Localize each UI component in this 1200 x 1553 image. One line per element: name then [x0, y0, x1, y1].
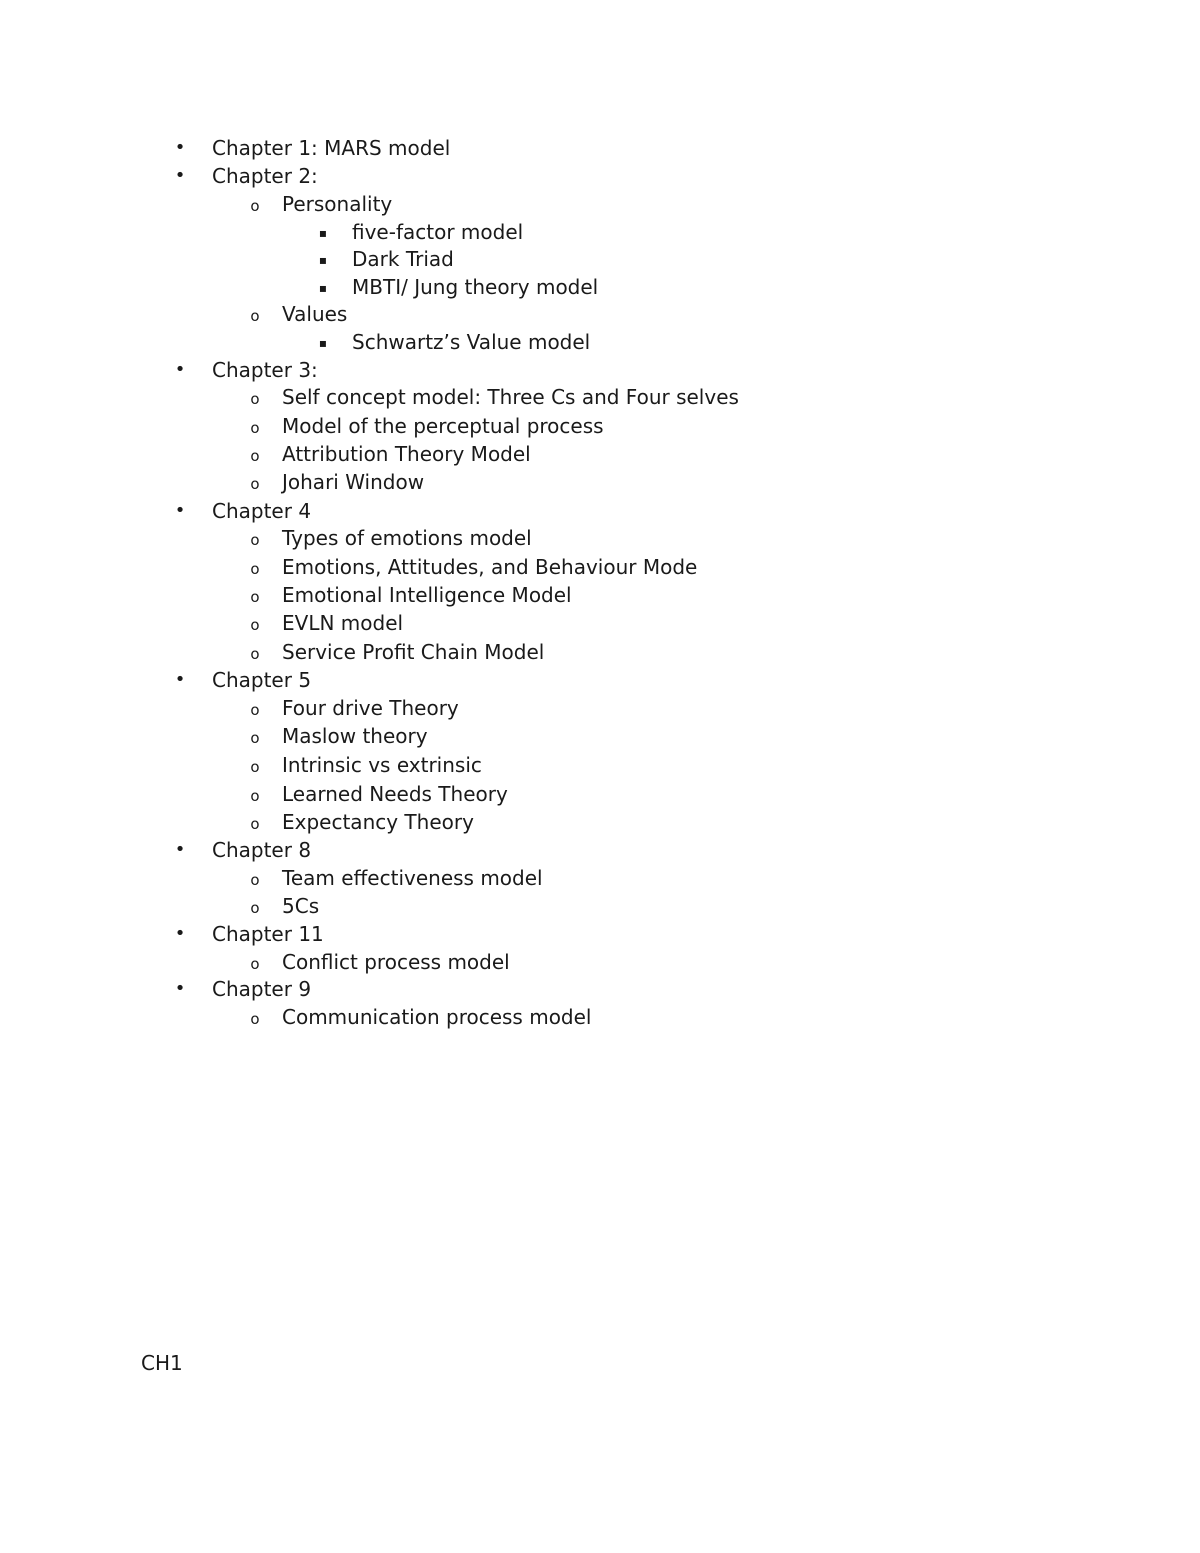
list-bullet: o: [250, 616, 260, 634]
list-item-text: Personality: [282, 191, 393, 216]
list-bullet: •: [174, 358, 186, 380]
list-item-text: MBTI/ Jung theory model: [352, 274, 599, 299]
list-bullet: ▪: [318, 280, 328, 295]
list-item-text: Chapter 5: [212, 668, 312, 693]
list-bullet: ▪: [318, 253, 328, 268]
list-item-text: Learned Needs Theory: [282, 781, 508, 806]
list-item-text: Values: [282, 302, 348, 326]
list-item-text: Team effectiveness model: [282, 865, 543, 890]
list-bullet: o: [250, 559, 260, 578]
list-item-text: Model of the perceptual process: [282, 413, 604, 438]
list-bullet: ▪: [318, 335, 328, 350]
list-bullet: o: [250, 786, 260, 805]
list-item-text: Communication process model: [282, 1004, 592, 1029]
list-item-text: Dark Triad: [352, 247, 454, 272]
list-bullet: o: [250, 446, 260, 465]
list-item-text: five-factor model: [352, 219, 524, 244]
list-item-text: Expectancy Theory: [282, 810, 474, 835]
list-bullet: o: [250, 954, 260, 973]
list-bullet: o: [250, 418, 260, 437]
list-bullet: •: [174, 164, 186, 186]
list-item-text: Emotions, Attitudes, and Behaviour Mode: [282, 554, 698, 579]
list-bullet: o: [250, 390, 260, 409]
list-bullet: •: [174, 978, 186, 1000]
list-bullet: o: [250, 307, 260, 325]
list-item-text: Chapter 9: [212, 977, 312, 1002]
list-item-text: Johari Window: [282, 469, 425, 494]
list-bullet: o: [250, 588, 260, 606]
list-item-text: Conflict process model: [282, 949, 510, 974]
list-item-text: Chapter 8: [212, 838, 312, 863]
list-bullet: •: [174, 669, 186, 691]
list-item-text: Chapter 3:: [212, 357, 318, 382]
list-item-text: EVLN model: [282, 611, 404, 635]
list-bullet: •: [174, 923, 186, 945]
list-bullet: o: [250, 1009, 260, 1028]
list-item-text: Chapter 1: MARS model: [212, 136, 451, 160]
list-item-text: Schwartz’s Value model: [352, 329, 591, 354]
list-bullet: o: [250, 196, 260, 215]
list-bullet: o: [250, 870, 260, 889]
list-bullet: o: [250, 898, 260, 917]
list-bullet: ▪: [318, 225, 328, 240]
list-bullet: o: [250, 729, 260, 748]
list-item-text: Four drive Theory: [282, 695, 459, 720]
list-bullet: o: [250, 757, 260, 776]
list-item-text: Attribution Theory Model: [282, 441, 531, 466]
list-bullet: o: [250, 531, 260, 550]
list-item-text: Chapter 2:: [212, 163, 318, 188]
list-bullet: o: [250, 645, 260, 664]
list-item-text: Chapter 4: [212, 499, 312, 524]
list-bullet: o: [250, 474, 260, 493]
list-item-text: Chapter 11: [212, 922, 324, 947]
list-item-text: 5Cs: [282, 893, 320, 918]
list-item-text: Self concept model: Three Cs and Four selves: [282, 385, 739, 410]
list-item-text: Emotional Intelligence Model: [282, 583, 572, 607]
list-item-text: Service Profit Chain Model: [282, 640, 545, 665]
list-bullet: •: [174, 839, 186, 861]
list-item-text: Maslow theory: [282, 724, 428, 749]
list-bullet: •: [174, 500, 186, 522]
list-bullet: o: [250, 815, 260, 834]
list-bullet: •: [174, 137, 186, 158]
section-heading-ch1: CH1: [141, 1351, 183, 1375]
list-item-text: Intrinsic vs extrinsic: [282, 752, 482, 777]
list-bullet: o: [250, 700, 260, 719]
list-item-text: Types of emotions model: [282, 526, 532, 551]
